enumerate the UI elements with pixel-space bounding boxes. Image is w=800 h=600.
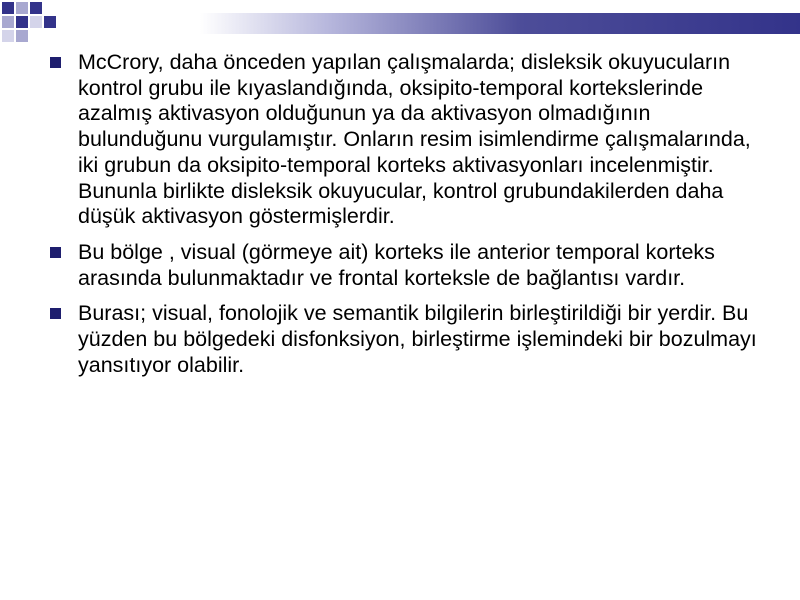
decor-square	[16, 16, 28, 28]
decor-square	[30, 16, 42, 28]
decor-square	[44, 16, 56, 28]
square-bullet-icon	[50, 308, 61, 319]
list-item	[0, 301, 800, 378]
decor-square	[30, 2, 42, 14]
square-bullet-icon	[50, 247, 61, 258]
bullet-list	[0, 50, 800, 388]
bullet-text: Burası; visual, fonolojik ve semantik bilgilerin birleştirildiği bir yerdir. Bu yüzden bu bölgedeki disfonksiyon, birleştirme işlemindeki bir bozulmayı yansıtıyor olabilir.	[78, 301, 757, 377]
decor-square	[2, 30, 14, 42]
bullet-text: Bu bölge , visual (görmeye ait) korteks ile anterior temporal korteks arasında bulunmaktadır ve frontal korteksle de bağlantısı vardır.	[78, 239, 715, 290]
list-item	[0, 50, 800, 230]
square-bullet-icon	[50, 57, 61, 68]
header-gradient-band	[0, 13, 800, 34]
decor-square	[2, 2, 14, 14]
decor-square	[16, 2, 28, 14]
bullet-text: McCrory, daha önceden yapılan çalışmalarda; disleksik okuyucuların kontrol grubu ile kıyaslandığında, oksipito-temporal kortekslerinde azalmış aktivasyon olduğunun ya da aktivasyon olmadığının bulunduğunu vurgulamıştır. Onların resim isimlendirme çalışmalarında, iki grubun da oksipito-temporal korteks aktivasyonları incelenmiştir. Bununla birlikte disleksik okuyucular, kontrol grubundakilerden daha düşük aktivasyon göstermişlerdir.	[78, 50, 751, 229]
decor-square	[2, 16, 14, 28]
list-item	[0, 240, 800, 291]
decor-square	[16, 30, 28, 42]
